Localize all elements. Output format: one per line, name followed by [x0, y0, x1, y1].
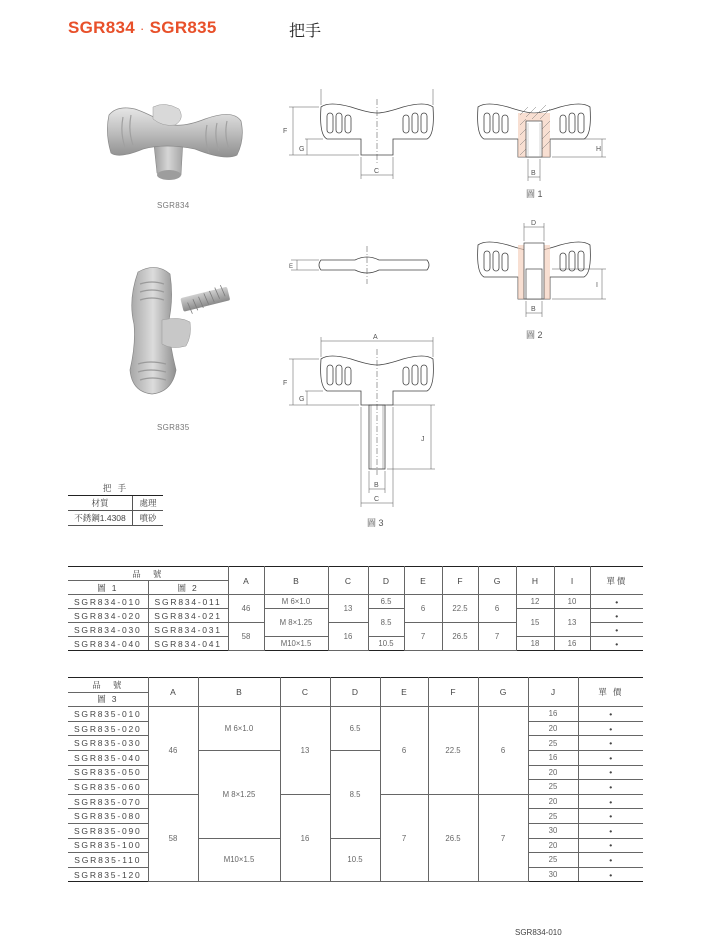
model-a: SGR834 — [68, 18, 136, 37]
t2-J: 20 — [528, 765, 578, 780]
t1-price: • — [590, 623, 643, 637]
t2-J: 30 — [528, 823, 578, 838]
t1-col-D: D — [368, 567, 404, 595]
dim-B-3: B — [374, 482, 379, 489]
t2-E-6: 6 — [380, 707, 428, 795]
t1-I: 16 — [554, 637, 590, 651]
dim-J: J — [421, 436, 425, 443]
drawing-fig2-section — [460, 215, 620, 345]
t1-D-85: 8.5 — [368, 609, 404, 637]
part-number: SGR835-080 — [68, 809, 148, 824]
t2-price: • — [578, 707, 643, 722]
part-number: SGR835-040 — [68, 750, 148, 765]
t1-I: 13 — [554, 609, 590, 637]
t1-col-E: E — [404, 567, 442, 595]
t1-H: 12 — [516, 595, 554, 609]
page-title-cn: 把手 — [289, 21, 322, 40]
t1-H: 15 — [516, 609, 554, 637]
drawing-sgr834-front — [275, 85, 445, 185]
t2-J: 16 — [528, 707, 578, 722]
dim-E: E — [289, 264, 294, 270]
t2-G-6: 6 — [478, 707, 528, 795]
t2-price: • — [578, 853, 643, 868]
sgr835-spec-table — [68, 677, 643, 882]
part-number: SGR835-060 — [68, 780, 148, 795]
t2-B-m8: M 8×1.25 — [198, 750, 280, 838]
t2-B-m6: M 6×1.0 — [198, 707, 280, 751]
t2-col-price: 單 價 — [578, 678, 643, 707]
part-number: SGR835-070 — [68, 794, 148, 809]
t2-A-58: 58 — [148, 794, 198, 882]
dim-G-3: G — [299, 396, 305, 403]
t1-col-I: I — [554, 567, 590, 595]
t2-price: • — [578, 867, 643, 882]
t2-price: • — [578, 765, 643, 780]
t1-B-m8: M 8×1.25 — [264, 609, 328, 637]
t1-C-13: 13 — [328, 595, 368, 623]
t2-J: 25 — [528, 736, 578, 751]
sgr835-photo — [110, 260, 240, 405]
t2-G-7: 7 — [478, 794, 528, 882]
treatment-header: 處理 — [133, 496, 164, 511]
part-number: SGR834-040 — [68, 637, 148, 651]
fig2-caption: 圖 2 — [526, 330, 543, 340]
t1-E-7: 7 — [404, 623, 442, 651]
t2-col-G: G — [478, 678, 528, 707]
material-header: 材質 — [68, 496, 133, 511]
t2-price: • — [578, 750, 643, 765]
t2-F-26: 26.5 — [428, 794, 478, 882]
t2-J: 25 — [528, 809, 578, 824]
t2-F-22: 22.5 — [428, 707, 478, 795]
t1-I: 10 — [554, 595, 590, 609]
t2-col-E: E — [380, 678, 428, 707]
t2-E-7: 7 — [380, 794, 428, 882]
t2-price: • — [578, 823, 643, 838]
page-code: SGR834-010 — [515, 928, 562, 937]
part-number: SGR835-020 — [68, 721, 148, 736]
t2-J: 25 — [528, 853, 578, 868]
t1-C-16: 16 — [328, 623, 368, 651]
sgr834-caption: SGR834 — [157, 201, 190, 210]
t1-col-F: F — [442, 567, 478, 595]
t1-price: • — [590, 595, 643, 609]
part-number: SGR835-120 — [68, 867, 148, 882]
t1-price: • — [590, 637, 643, 651]
t1-E-6: 6 — [404, 595, 442, 623]
part-number: SGR834-031 — [148, 623, 228, 637]
t2-col-F: F — [428, 678, 478, 707]
part-number: SGR834-020 — [68, 609, 148, 623]
t1-fig1-header: 圖 1 — [68, 581, 148, 595]
drawing-fig1-section — [460, 85, 620, 200]
t1-col-H: H — [516, 567, 554, 595]
t2-col-A: A — [148, 678, 198, 707]
t2-J: 20 — [528, 794, 578, 809]
t2-A-46: 46 — [148, 707, 198, 795]
dim-A: A — [373, 334, 378, 341]
t1-B-m10: M10×1.5 — [264, 637, 328, 651]
t2-price: • — [578, 780, 643, 795]
t1-part-no-header: 品 號 — [68, 567, 228, 581]
t2-J: 30 — [528, 867, 578, 882]
t1-D: 6.5 — [368, 595, 404, 609]
part-number: SGR835-110 — [68, 853, 148, 868]
t1-price: • — [590, 609, 643, 623]
dim-B-1: B — [531, 170, 536, 177]
t2-C-13: 13 — [280, 707, 330, 795]
table-row — [68, 595, 643, 609]
part-number: SGR834-011 — [148, 595, 228, 609]
t2-J: 25 — [528, 780, 578, 795]
material-table-title: 把 手 — [68, 481, 163, 496]
part-number: SGR835-010 — [68, 707, 148, 722]
t1-col-C: C — [328, 567, 368, 595]
t1-H: 18 — [516, 637, 554, 651]
t2-B-m10: M10×1.5 — [198, 838, 280, 882]
part-number: SGR835-100 — [68, 838, 148, 853]
title-separator: · — [140, 21, 145, 36]
t2-D-85: 8.5 — [330, 750, 380, 838]
t2-J: 20 — [528, 721, 578, 736]
t1-col-B: B — [264, 567, 328, 595]
t2-J: 20 — [528, 838, 578, 853]
part-number: SGR834-041 — [148, 637, 228, 651]
drawing-top-view — [285, 240, 435, 290]
t2-col-B: B — [198, 678, 280, 707]
dim-C-1: C — [374, 168, 380, 175]
t1-F-22: 22.5 — [442, 595, 478, 623]
t1-F-26: 26.5 — [442, 623, 478, 651]
model-b: SGR835 — [149, 18, 217, 37]
t1-fig2-header: 圖 2 — [148, 581, 228, 595]
fig3-caption: 圖 3 — [367, 518, 384, 528]
t1-col-price: 單價 — [590, 567, 643, 595]
t2-J: 16 — [528, 750, 578, 765]
page-title — [68, 18, 217, 38]
t1-A-58: 58 — [228, 623, 264, 651]
sgr834-spec-table — [68, 566, 643, 651]
t1-G-7: 7 — [478, 623, 516, 651]
dim-F-3: F — [283, 380, 288, 387]
t2-D-65: 6.5 — [330, 707, 380, 751]
t1-A-46: 46 — [228, 595, 264, 623]
dim-H: H — [596, 146, 602, 153]
t2-col-J: J — [528, 678, 578, 707]
t2-C-16: 16 — [280, 794, 330, 882]
dim-D: D — [531, 220, 537, 227]
part-number: SGR834-030 — [68, 623, 148, 637]
t2-price: • — [578, 794, 643, 809]
t2-D-105: 10.5 — [330, 838, 380, 882]
part-number: SGR835-030 — [68, 736, 148, 751]
dim-B-2: B — [531, 306, 536, 313]
fig1-caption: 圖 1 — [526, 189, 543, 199]
treatment-value: 噴砂 — [133, 511, 164, 526]
dim-G-1: G — [299, 146, 305, 153]
t1-col-A: A — [228, 567, 264, 595]
dim-F-1: F — [283, 128, 288, 135]
t2-price: • — [578, 809, 643, 824]
part-number: SGR835-090 — [68, 823, 148, 838]
t2-price: • — [578, 838, 643, 853]
t2-part-no-header: 品 號 — [68, 678, 148, 693]
material-value: 不銹鋼1.4308 — [68, 511, 133, 526]
sgr834-photo — [95, 95, 250, 190]
dim-I: I — [596, 282, 598, 289]
t2-price: • — [578, 721, 643, 736]
table-row — [68, 707, 643, 722]
dim-C-3: C — [374, 496, 380, 503]
material-table — [68, 481, 163, 526]
t2-fig3-header: 圖 3 — [68, 692, 148, 707]
drawing-fig3 — [275, 325, 445, 535]
t1-B-m6: M 6×1.0 — [264, 595, 328, 609]
t1-G-6: 6 — [478, 595, 516, 623]
sgr835-caption: SGR835 — [157, 423, 190, 432]
t1-D: 10.5 — [368, 637, 404, 651]
t1-col-G: G — [478, 567, 516, 595]
part-number: SGR834-021 — [148, 609, 228, 623]
part-number: SGR835-050 — [68, 765, 148, 780]
t2-col-C: C — [280, 678, 330, 707]
part-number: SGR834-010 — [68, 595, 148, 609]
t2-price: • — [578, 736, 643, 751]
t2-col-D: D — [330, 678, 380, 707]
